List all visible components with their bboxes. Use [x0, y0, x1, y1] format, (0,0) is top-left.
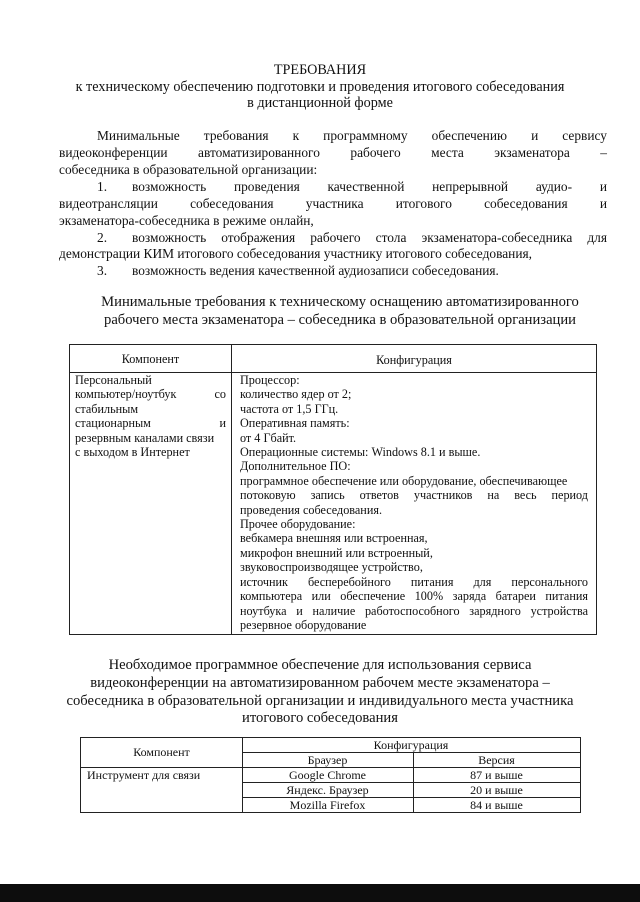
table1-config-cell — [240, 373, 588, 632]
table1-config-line: резервное оборудование — [240, 617, 367, 632]
table1-config-line: проведения собеседования. — [240, 502, 383, 517]
list-item-1-line2: видеотрансляции собеседования участника итогового собеседования и — [59, 196, 607, 211]
table1-config-line: Операционные системы: Windows 8.1 и выше. — [240, 445, 481, 460]
table1-component-line: с выходом в Интернет — [75, 445, 190, 460]
list-item-1-line3: экзаменатора-собеседника в режиме онлайн, — [59, 213, 314, 228]
table1-header-component: Компонент — [121, 352, 180, 366]
list-item-number: 3. — [97, 263, 108, 278]
table2-version-cell: 84 и выше — [470, 798, 523, 812]
table1-config-line: вебкамера внешняя или встроенная, — [240, 531, 428, 546]
table2-browser-cell: Mozilla Firefox — [289, 798, 366, 812]
table1-config-line: микрофон внешний или встроенный, — [240, 545, 433, 560]
table1-component-cell — [75, 373, 226, 459]
section3-heading-line3: собеседника в образовательной организации и индивидуального места участника — [66, 693, 574, 709]
table1-component-line: Персональный — [75, 373, 152, 387]
table2-version-cell: 20 и выше — [470, 783, 523, 797]
table2-component-cell: Инструмент для связи — [87, 768, 201, 782]
table1-config-line: частота от 1,5 ГГц. — [240, 401, 339, 416]
table1-config-line: источник бесперебойного питания для персонального — [240, 574, 588, 589]
list-item-number: 2. — [97, 230, 108, 245]
table1-config-line: от 4 Гбайт. — [240, 430, 297, 445]
table1-component-line: резервным каналами связи — [75, 430, 215, 445]
hardware-requirements-table — [69, 344, 597, 635]
section2-heading-line2: рабочего места экзаменатора – собеседника в образовательной организации — [104, 312, 576, 328]
table1-config-line: Дополнительное ПО: — [240, 459, 351, 474]
table2-header-config: Конфигурация — [373, 738, 449, 752]
table1-config-line: Прочее оборудование: — [240, 517, 356, 532]
table2-version-cell: 87 и выше — [470, 768, 523, 782]
intro-line3: собеседника в образовательной организации: — [59, 162, 318, 177]
table1-config-line: Процессор: — [240, 373, 300, 387]
table2-header-component: Компонент — [133, 745, 190, 759]
table1-config-line: потоковую запись ответов участников на весь период — [240, 488, 588, 503]
software-requirements-table — [80, 737, 581, 813]
list-item-2-line1: возможность отображения рабочего стола экзаменатора-собеседника для — [132, 230, 607, 245]
section3-heading-line2: видеоконференции на автоматизированном рабочем месте экзаменатора – — [90, 675, 550, 691]
table1-component-line: стационарным и — [75, 416, 226, 431]
table1-config-line: ноутбука и наличие работоспособного зарядного устройства — [240, 603, 588, 618]
table2-browser-cell: Google Chrome — [289, 768, 366, 782]
intro-line2: видеоконференции автоматизированного рабочего места экзаменатора – — [59, 145, 607, 160]
list-item-1-line1: возможность проведения качественной непрерывной аудио- и — [132, 179, 607, 194]
document-subtitle-line1: к техническому обеспечению подготовки и проведения итогового собеседования — [75, 79, 565, 95]
section2-heading-line1: Минимальные требования к техническому оснащению автоматизированного — [101, 294, 579, 310]
list-item-number: 1. — [97, 179, 108, 194]
document-subtitle-line2: в дистанционной форме — [247, 95, 393, 111]
list-item-3-line1: возможность ведения качественной аудиозаписи собеседования. — [132, 263, 499, 278]
table2-browser-cell: Яндекс. Браузер — [286, 783, 369, 797]
table1-config-line: Оперативная память: — [240, 416, 350, 431]
section3-heading-line4: итогового собеседования — [242, 710, 398, 726]
section3-heading-line1: Необходимое программное обеспечение для использования сервиса — [108, 657, 532, 673]
scan-bottom-edge — [0, 884, 640, 902]
table1-config-line: звуковоспроизводящее устройство, — [240, 560, 423, 575]
table1-header-config: Конфигурация — [376, 353, 452, 367]
intro-line1: Минимальные требования к программному обеспечению и сервису — [97, 128, 607, 143]
table2-header-browser: Браузер — [307, 753, 348, 767]
table1-component-line: компьютер/ноутбук со — [75, 387, 226, 402]
table1-component-line: стабильным — [75, 401, 139, 416]
document-title: ТРЕБОВАНИЯ — [273, 62, 367, 78]
table2-header-version: Версия — [478, 753, 515, 767]
table1-config-line: компьютера или обеспечение 100% заряда батареи питания — [240, 589, 588, 604]
list-item-2-line2: демонстрации КИМ итогового собеседования участнику итогового собеседования, — [59, 246, 533, 261]
table1-config-line: количество ядер от 2; — [240, 387, 352, 402]
table1-config-line: программное обеспечение или оборудование, обеспечивающее — [240, 473, 568, 488]
